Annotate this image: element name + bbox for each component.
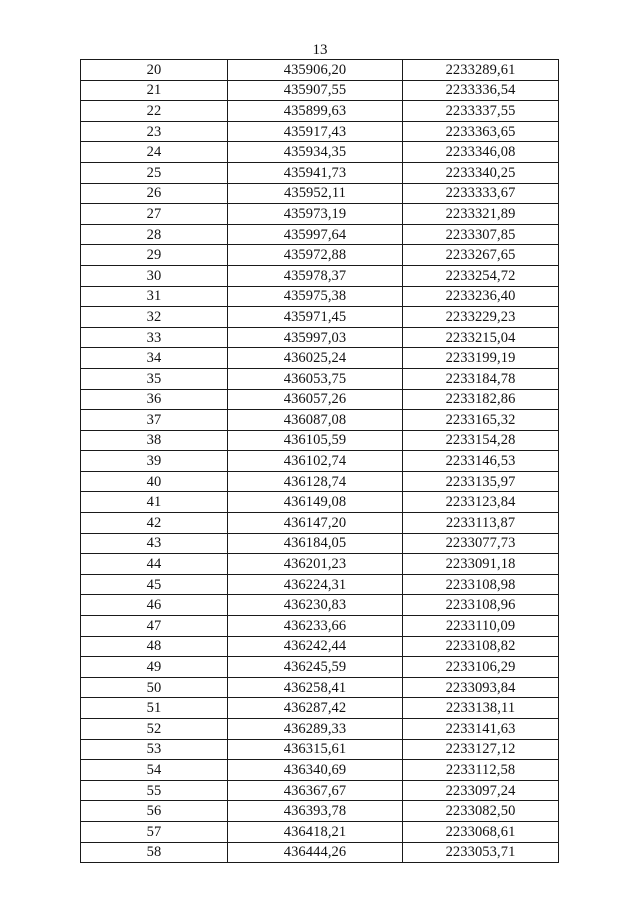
y-coordinate-cell: 2233082,50 [403, 801, 559, 822]
y-coordinate-cell: 2233108,96 [403, 595, 559, 616]
y-coordinate-cell: 2233346,08 [403, 142, 559, 163]
table-row [81, 821, 559, 842]
x-coordinate-cell: 435906,20 [228, 60, 403, 81]
x-coordinate-cell: 436340,69 [228, 760, 403, 781]
point-number-cell: 42 [81, 513, 228, 534]
coordinates-table-container [80, 59, 558, 863]
x-coordinate-cell: 436102,74 [228, 451, 403, 472]
x-coordinate-cell: 436367,67 [228, 780, 403, 801]
table-row [81, 492, 559, 513]
table-row [81, 636, 559, 657]
point-number-cell: 53 [81, 739, 228, 760]
table-row [81, 657, 559, 678]
point-number-cell: 48 [81, 636, 228, 657]
x-coordinate-cell: 436242,44 [228, 636, 403, 657]
x-coordinate-cell: 436224,31 [228, 574, 403, 595]
table-row [81, 780, 559, 801]
y-coordinate-cell: 2233138,11 [403, 698, 559, 719]
y-coordinate-cell: 2233363,65 [403, 121, 559, 142]
y-coordinate-cell: 2233184,78 [403, 368, 559, 389]
y-coordinate-cell: 2233113,87 [403, 513, 559, 534]
point-number-cell: 52 [81, 719, 228, 740]
y-coordinate-cell: 2233340,25 [403, 162, 559, 183]
point-number-cell: 30 [81, 265, 228, 286]
table-row [81, 842, 559, 863]
x-coordinate-cell: 436149,08 [228, 492, 403, 513]
x-coordinate-cell: 435934,35 [228, 142, 403, 163]
y-coordinate-cell: 2233307,85 [403, 224, 559, 245]
point-number-cell: 55 [81, 780, 228, 801]
y-coordinate-cell: 2233053,71 [403, 842, 559, 863]
x-coordinate-cell: 436245,59 [228, 657, 403, 678]
point-number-cell: 21 [81, 80, 228, 101]
table-row [81, 101, 559, 122]
table-row [81, 245, 559, 266]
table-row [81, 348, 559, 369]
table-row [81, 368, 559, 389]
y-coordinate-cell: 2233106,29 [403, 657, 559, 678]
table-row [81, 801, 559, 822]
point-number-cell: 40 [81, 471, 228, 492]
x-coordinate-cell: 436201,23 [228, 554, 403, 575]
point-number-cell: 36 [81, 389, 228, 410]
point-number-cell: 34 [81, 348, 228, 369]
point-number-cell: 56 [81, 801, 228, 822]
table-row [81, 471, 559, 492]
y-coordinate-cell: 2233267,65 [403, 245, 559, 266]
x-coordinate-cell: 435975,38 [228, 286, 403, 307]
x-coordinate-cell: 436147,20 [228, 513, 403, 534]
table-row [81, 286, 559, 307]
y-coordinate-cell: 2233108,98 [403, 574, 559, 595]
point-number-cell: 24 [81, 142, 228, 163]
y-coordinate-cell: 2233182,86 [403, 389, 559, 410]
x-coordinate-cell: 436287,42 [228, 698, 403, 719]
y-coordinate-cell: 2233110,09 [403, 616, 559, 637]
point-number-cell: 31 [81, 286, 228, 307]
point-number-cell: 26 [81, 183, 228, 204]
table-row [81, 616, 559, 637]
x-coordinate-cell: 436057,26 [228, 389, 403, 410]
x-coordinate-cell: 436128,74 [228, 471, 403, 492]
point-number-cell: 46 [81, 595, 228, 616]
x-coordinate-cell: 436025,24 [228, 348, 403, 369]
x-coordinate-cell: 435899,63 [228, 101, 403, 122]
y-coordinate-cell: 2233321,89 [403, 204, 559, 225]
point-number-cell: 38 [81, 430, 228, 451]
table-row [81, 327, 559, 348]
y-coordinate-cell: 2233123,84 [403, 492, 559, 513]
point-number-cell: 29 [81, 245, 228, 266]
y-coordinate-cell: 2233141,63 [403, 719, 559, 740]
x-coordinate-cell: 435997,03 [228, 327, 403, 348]
table-row [81, 60, 559, 81]
point-number-cell: 45 [81, 574, 228, 595]
table-row [81, 595, 559, 616]
x-coordinate-cell: 436184,05 [228, 533, 403, 554]
x-coordinate-cell: 436418,21 [228, 821, 403, 842]
y-coordinate-cell: 2233236,40 [403, 286, 559, 307]
table-row [81, 574, 559, 595]
table-row [81, 121, 559, 142]
point-number-cell: 33 [81, 327, 228, 348]
coordinates-table [80, 59, 559, 863]
x-coordinate-cell: 435952,11 [228, 183, 403, 204]
table-row [81, 677, 559, 698]
point-number-cell: 54 [81, 760, 228, 781]
point-number-cell: 37 [81, 410, 228, 431]
table-row [81, 760, 559, 781]
point-number-cell: 51 [81, 698, 228, 719]
point-number-cell: 39 [81, 451, 228, 472]
x-coordinate-cell: 435971,45 [228, 307, 403, 328]
x-coordinate-cell: 436105,59 [228, 430, 403, 451]
point-number-cell: 27 [81, 204, 228, 225]
coordinates-table-body [81, 60, 559, 863]
y-coordinate-cell: 2233127,12 [403, 739, 559, 760]
y-coordinate-cell: 2233254,72 [403, 265, 559, 286]
x-coordinate-cell: 436053,75 [228, 368, 403, 389]
point-number-cell: 28 [81, 224, 228, 245]
table-row [81, 739, 559, 760]
y-coordinate-cell: 2233154,28 [403, 430, 559, 451]
y-coordinate-cell: 2233146,53 [403, 451, 559, 472]
point-number-cell: 25 [81, 162, 228, 183]
x-coordinate-cell: 436258,41 [228, 677, 403, 698]
x-coordinate-cell: 436233,66 [228, 616, 403, 637]
point-number-cell: 44 [81, 554, 228, 575]
table-row [81, 389, 559, 410]
y-coordinate-cell: 2233337,55 [403, 101, 559, 122]
point-number-cell: 23 [81, 121, 228, 142]
y-coordinate-cell: 2233199,19 [403, 348, 559, 369]
page-number: 13 [312, 42, 328, 58]
table-row [81, 719, 559, 740]
point-number-cell: 57 [81, 821, 228, 842]
table-row [81, 554, 559, 575]
table-row [81, 183, 559, 204]
x-coordinate-cell: 435978,37 [228, 265, 403, 286]
y-coordinate-cell: 2233108,82 [403, 636, 559, 657]
table-row [81, 142, 559, 163]
point-number-cell: 35 [81, 368, 228, 389]
y-coordinate-cell: 2233215,04 [403, 327, 559, 348]
table-row [81, 513, 559, 534]
x-coordinate-cell: 436087,08 [228, 410, 403, 431]
x-coordinate-cell: 435907,55 [228, 80, 403, 101]
x-coordinate-cell: 436444,26 [228, 842, 403, 863]
y-coordinate-cell: 2233077,73 [403, 533, 559, 554]
y-coordinate-cell: 2233112,58 [403, 760, 559, 781]
x-coordinate-cell: 435972,88 [228, 245, 403, 266]
table-row [81, 451, 559, 472]
y-coordinate-cell: 2233336,54 [403, 80, 559, 101]
y-coordinate-cell: 2233165,32 [403, 410, 559, 431]
table-row [81, 265, 559, 286]
point-number-cell: 47 [81, 616, 228, 637]
x-coordinate-cell: 436230,83 [228, 595, 403, 616]
y-coordinate-cell: 2233333,67 [403, 183, 559, 204]
table-row [81, 307, 559, 328]
x-coordinate-cell: 435973,19 [228, 204, 403, 225]
point-number-cell: 50 [81, 677, 228, 698]
point-number-cell: 32 [81, 307, 228, 328]
y-coordinate-cell: 2233091,18 [403, 554, 559, 575]
y-coordinate-cell: 2233289,61 [403, 60, 559, 81]
y-coordinate-cell: 2233068,61 [403, 821, 559, 842]
x-coordinate-cell: 435917,43 [228, 121, 403, 142]
y-coordinate-cell: 2233093,84 [403, 677, 559, 698]
point-number-cell: 58 [81, 842, 228, 863]
point-number-cell: 49 [81, 657, 228, 678]
point-number-cell: 20 [81, 60, 228, 81]
x-coordinate-cell: 436289,33 [228, 719, 403, 740]
table-row [81, 224, 559, 245]
x-coordinate-cell: 436393,78 [228, 801, 403, 822]
x-coordinate-cell: 436315,61 [228, 739, 403, 760]
table-row [81, 698, 559, 719]
point-number-cell: 43 [81, 533, 228, 554]
point-number-cell: 41 [81, 492, 228, 513]
table-row [81, 410, 559, 431]
x-coordinate-cell: 435941,73 [228, 162, 403, 183]
table-row [81, 80, 559, 101]
table-row [81, 533, 559, 554]
y-coordinate-cell: 2233229,23 [403, 307, 559, 328]
table-row [81, 162, 559, 183]
point-number-cell: 22 [81, 101, 228, 122]
x-coordinate-cell: 435997,64 [228, 224, 403, 245]
table-row [81, 430, 559, 451]
table-row [81, 204, 559, 225]
y-coordinate-cell: 2233097,24 [403, 780, 559, 801]
y-coordinate-cell: 2233135,97 [403, 471, 559, 492]
